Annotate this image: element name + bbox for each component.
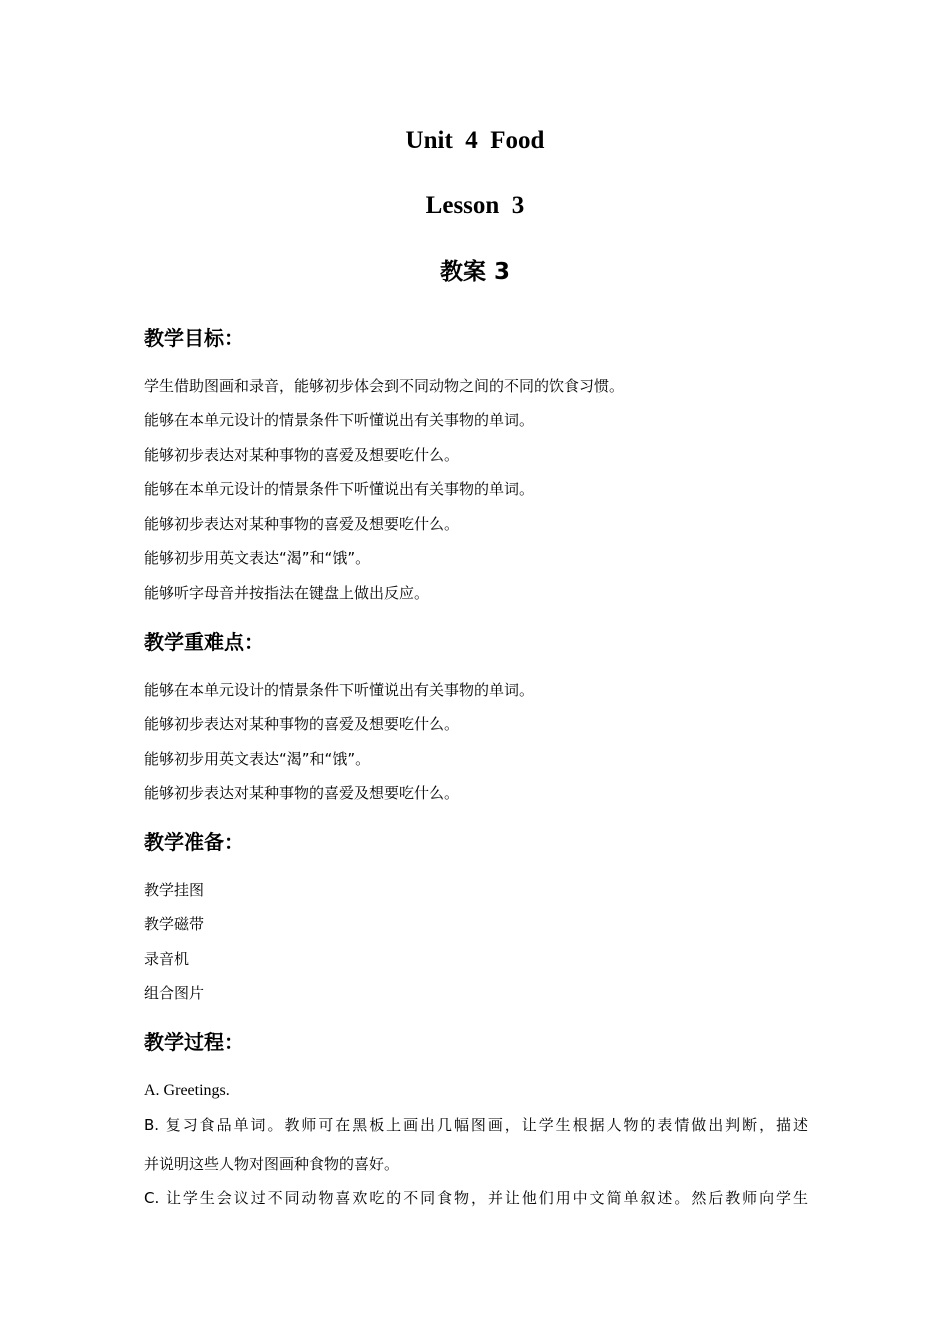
key-point-item: 能够初步表达对某种事物的喜爱及想要吃什么。	[144, 715, 460, 733]
process-step-b-line2: 并说明这些人物对图画种食物的喜好。	[144, 1155, 400, 1173]
preparation-heading: 教学准备：	[144, 830, 244, 854]
process-step-c-line1: C. 让学生会议过不同动物喜欢吃的不同食物，并让他们用中文简单叙述。然后教师向学生	[144, 1189, 808, 1207]
preparation-item: 教学磁带	[144, 915, 205, 933]
lesson-title: Lesson 3	[425, 192, 525, 219]
process-heading: 教学过程：	[144, 1030, 244, 1054]
objective-item: 能够在本单元设计的情景条件下听懂说出有关事物的单词。	[144, 411, 535, 429]
key-point-item: 能够初步表达对某种事物的喜爱及想要吃什么。	[144, 784, 460, 802]
plan-title: 教案 3	[439, 259, 510, 285]
objective-item: 能够初步表达对某种事物的喜爱及想要吃什么。	[144, 446, 460, 464]
objective-item: 能够听字母音并按指法在键盘上做出反应。	[144, 584, 430, 602]
objective-item: 能够在本单元设计的情景条件下听懂说出有关事物的单词。	[144, 480, 535, 498]
objective-item: 能够初步用英文表达“渴”和“饿”。	[144, 549, 371, 567]
key-point-item: 能够在本单元设计的情景条件下听懂说出有关事物的单词。	[144, 681, 535, 699]
objective-item: 能够初步表达对某种事物的喜爱及想要吃什么。	[144, 515, 460, 533]
objectives-heading: 教学目标：	[144, 326, 244, 350]
process-step-a	[144, 1079, 230, 1102]
preparation-item: 录音机	[144, 950, 190, 968]
objective-item: 学生借助图画和录音，能够初步体会到不同动物之间的不同的饮食习惯。	[144, 377, 625, 395]
key-point-item: 能够初步用英文表达“渴”和“饿”。	[144, 750, 371, 768]
unit-title: Unit 4 Food	[405, 127, 545, 154]
process-step-a-text: A. Greetings.	[144, 1082, 230, 1099]
preparation-item: 教学挂图	[144, 881, 205, 899]
preparation-item: 组合图片	[144, 984, 205, 1002]
process-step-b-line1: B. 复习食品单词。教师可在黑板上画出几幅图画，让学生根据人物的表情做出判断，描述	[144, 1116, 808, 1134]
key-points-heading: 教学重难点：	[144, 630, 264, 654]
